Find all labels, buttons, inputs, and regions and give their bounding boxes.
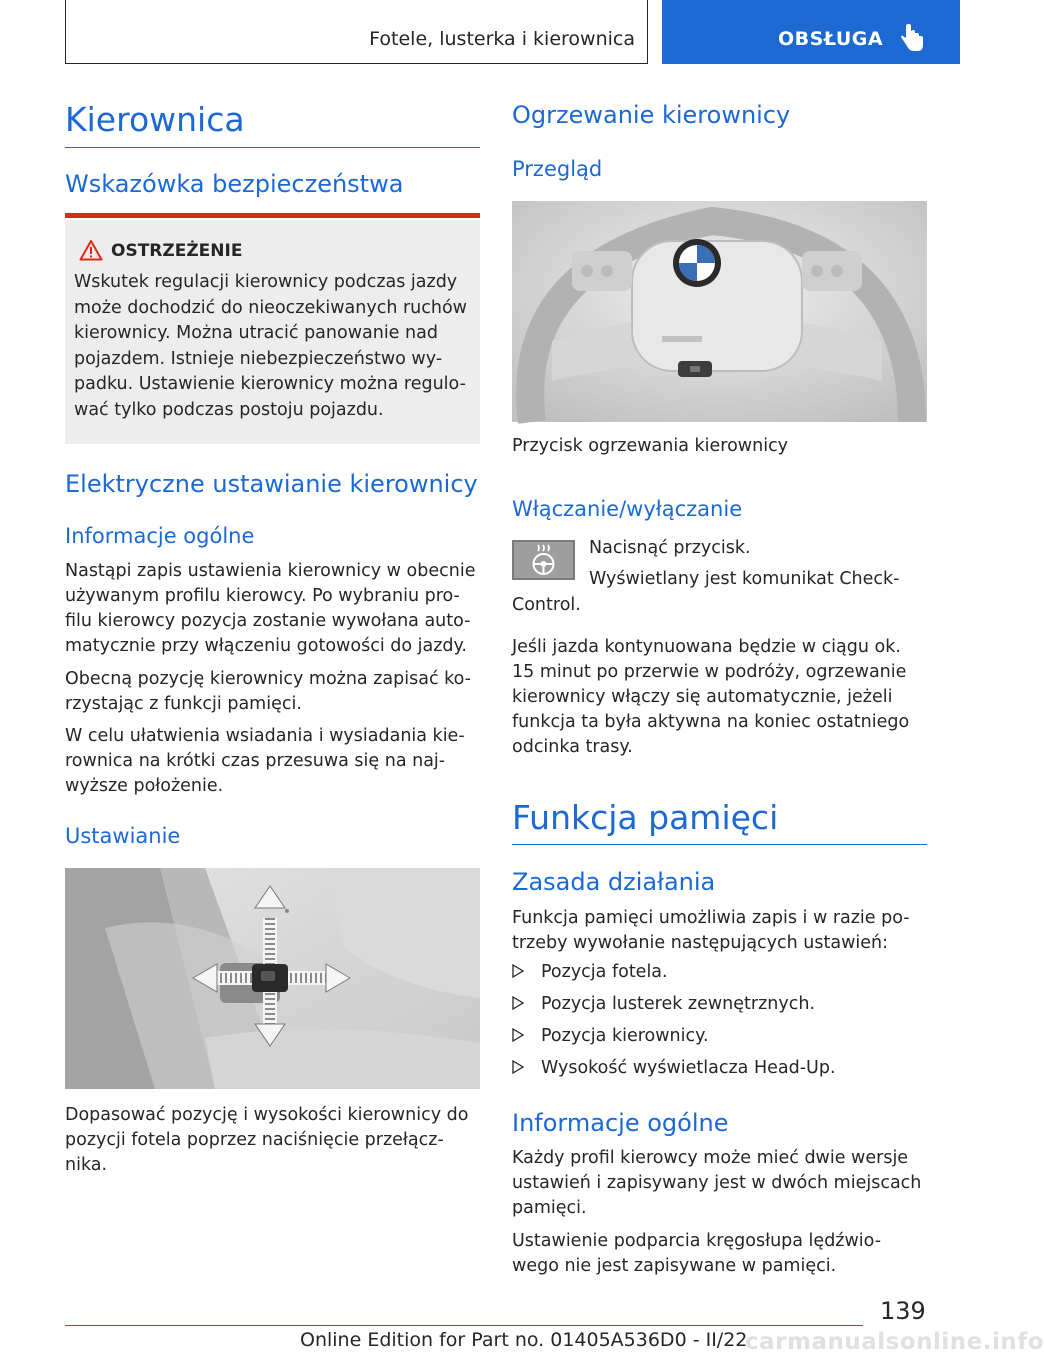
step-message-line1: Wyświetlany jest komunikat Check- <box>589 569 900 589</box>
principle-text <box>512 906 932 956</box>
page-number: 139 <box>880 1297 926 1325</box>
bullet-triangle-icon <box>512 1060 524 1074</box>
paragraph-continue <box>512 635 932 760</box>
heating-button[interactable] <box>512 540 575 580</box>
warning-line: może dochodzić do nieoczekiwanych ruchów <box>74 297 467 318</box>
heated-steering-wheel-icon <box>512 540 575 580</box>
text-line: rzystając z funkcji pamięci. <box>65 694 302 714</box>
paragraph-entry <box>65 724 485 799</box>
step-message-line2: Control. <box>512 595 581 615</box>
adjust-caption <box>65 1103 485 1178</box>
steering-column-switch-photo <box>65 868 480 1089</box>
text-line: odcinka trasy. <box>512 737 633 757</box>
footer-edition: Online Edition for Part no. 01405A536D0 - II/22 <box>300 1329 748 1351</box>
text-line: wyższe położenie. <box>65 776 224 796</box>
text-line: Nastąpi zapis ustawienia kierownicy w obecnie <box>65 561 476 581</box>
general-info-heading: Informacje ogólne <box>65 524 255 548</box>
switch-illustration <box>65 868 480 1089</box>
text-line: pozycji fotela poprzez naciśnięcie przełącz- <box>65 1130 444 1150</box>
warning-triangle-icon <box>79 239 103 261</box>
bullet-triangle-icon <box>512 964 524 978</box>
title-rule <box>65 147 480 148</box>
overview-heading: Przegląd <box>512 157 603 181</box>
text-line: 15 minut po przerwie w podróży, ogrzewanie <box>512 662 907 682</box>
paragraph-memory <box>65 667 485 717</box>
paragraph-profile <box>65 559 485 659</box>
text-line: nika. <box>65 1155 108 1175</box>
general-info-heading-right: Informacje ogólne <box>512 1109 729 1137</box>
heating-heading: Ogrzewanie kierownicy <box>512 101 791 129</box>
text-line: W celu ułatwienia wsiadania i wysiadania kie- <box>65 726 465 746</box>
text-line: ustawień i zapisywany jest w dwóch miejscach <box>512 1173 922 1193</box>
memory-rule <box>512 844 927 845</box>
warning-rule <box>65 213 480 218</box>
safety-heading: Wskazówka bezpieczeństwa <box>65 170 404 198</box>
text-line: rownica na krótki czas przesuwa się na naj- <box>65 751 446 771</box>
header-tab-label: OBSŁUGA <box>778 28 884 50</box>
text-line: matycznie przy włączeniu gotowości do jazdy. <box>65 636 467 656</box>
bullet-triangle-icon <box>512 1028 524 1042</box>
header-section-box <box>65 0 648 64</box>
header-section-title: Fotele, lusterka i kierownica <box>369 28 635 50</box>
text-line: pamięci. <box>512 1198 587 1218</box>
warning-line: kierownicy. Można utracić panowanie nad <box>74 323 438 343</box>
electric-heading: Elektryczne ustawianie kierownicy <box>65 470 478 498</box>
warning-line: Wskutek regulacji kierownicy podczas jazdy <box>74 272 458 292</box>
principle-heading: Zasada działania <box>512 868 716 896</box>
text-line: używanym profilu kierowcy. Po wybraniu pro- <box>65 586 460 606</box>
header-tab[interactable] <box>662 0 960 64</box>
text-line: funkcja ta była aktywna na koniec ostatniego <box>512 712 910 732</box>
warning-box <box>65 220 480 444</box>
memory-heading: Funkcja pamięci <box>512 798 779 837</box>
text-line: Dopasować pozycję i wysokości kierownicy do <box>65 1105 469 1125</box>
pointing-hand-icon <box>900 24 926 54</box>
general-para2 <box>512 1229 932 1279</box>
text-line: filu kierowcy pozycja zostanie wywołana auto- <box>65 611 471 631</box>
wheel-caption: Przycisk ogrzewania kierownicy <box>512 436 789 456</box>
text-line: Ustawienie podparcia kręgosłupa lędźwio- <box>512 1231 882 1251</box>
step-press-button: Nacisnąć przycisk. <box>589 538 751 558</box>
adjust-heading: Ustawianie <box>65 824 181 848</box>
text-line: kierownicy włączy się automatycznie, jeżeli <box>512 687 893 707</box>
text-line: Obecną pozycję kierownicy można zapisać ko- <box>65 669 471 689</box>
bullet-triangle-icon <box>512 996 524 1010</box>
warning-text <box>74 270 474 423</box>
warning-title: OSTRZEŻENIE <box>111 241 243 261</box>
general-para1 <box>512 1146 932 1221</box>
steering-wheel-illustration <box>512 201 927 422</box>
text-line: Każdy profil kierowcy może mieć dwie wersje <box>512 1148 909 1168</box>
text-line: Funkcja pamięci umożliwia zapis i w razie po- <box>512 908 910 928</box>
page-title: Kierownica <box>65 100 245 139</box>
text-line: wego nie jest zapisywane w pamięci. <box>512 1256 837 1276</box>
watermark: carmanualsonline.info <box>745 1329 1044 1355</box>
footer-rule <box>65 1325 863 1326</box>
steering-wheel-photo <box>512 201 927 422</box>
onoff-heading: Włączanie/wyłączanie <box>512 497 743 521</box>
warning-line: pojazdem. Istnieje niebezpieczeństwo wy- <box>74 348 443 369</box>
warning-line: padku. Ustawienie kierownicy można regulo- <box>74 374 466 394</box>
warning-line: wać tylko podczas postoju pojazdu. <box>74 399 384 420</box>
text-line: Jeśli jazda kontynuowana będzie w ciągu ok. <box>512 637 901 657</box>
text-line: trzeby wywołanie następujących ustawień: <box>512 933 889 953</box>
